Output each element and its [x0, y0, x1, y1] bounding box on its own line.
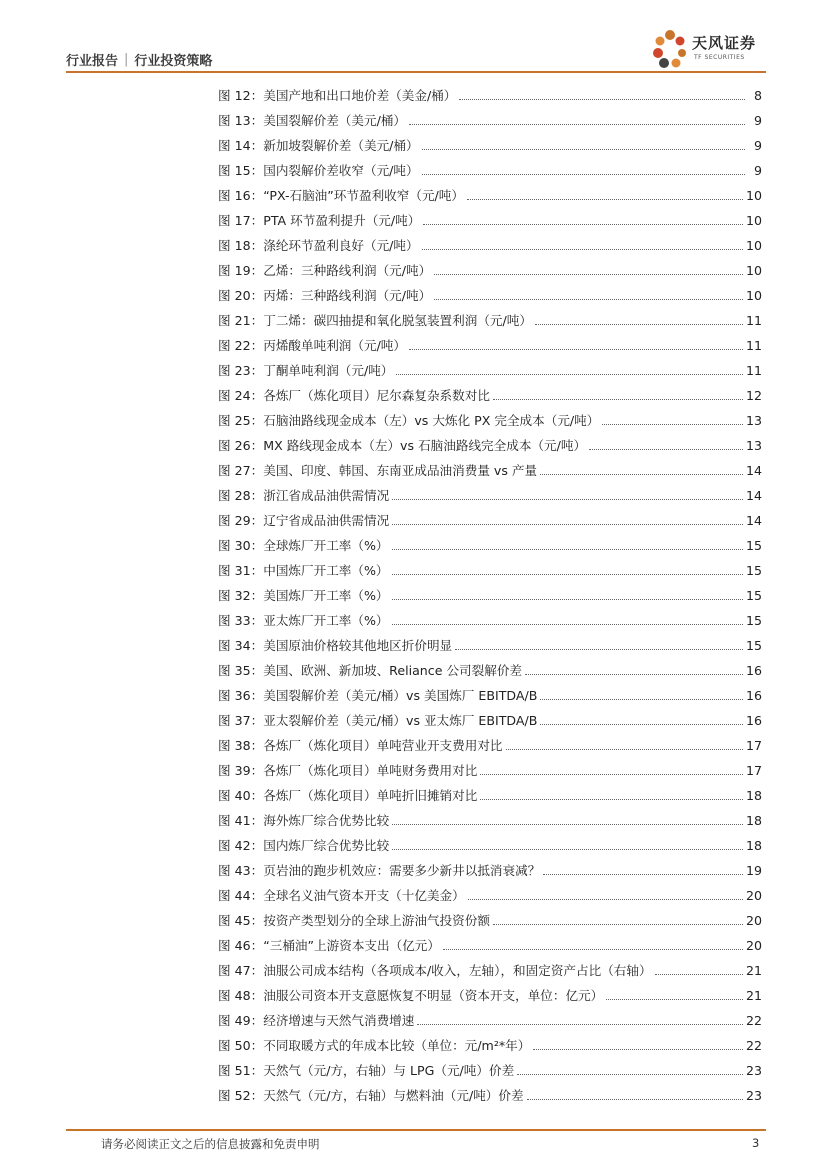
toc-dot-leader — [493, 923, 743, 925]
toc-figure-label: 图 38： — [218, 738, 264, 753]
toc-entry[interactable] — [218, 454, 762, 479]
toc-dot-leader — [423, 223, 743, 225]
toc-dot-leader — [525, 673, 743, 675]
toc-dot-leader — [517, 1073, 743, 1075]
toc-dot-leader — [468, 898, 743, 900]
toc-page-number: 12 — [745, 388, 762, 403]
toc-dot-leader — [480, 798, 743, 800]
toc-figure-title: 丙烯酸单吨利润（元/吨） — [263, 338, 406, 353]
toc-figure-label: 图 19： — [218, 263, 264, 278]
toc-figure-title: MX 路线现金成本（左）vs 石脑油路线完全成本（元/吨） — [263, 438, 587, 453]
toc-page-number: 18 — [745, 838, 762, 853]
toc-figure-label: 图 34： — [218, 638, 264, 653]
toc-figure-title: 辽宁省成品油供需情况 — [263, 513, 390, 528]
toc-entry[interactable] — [218, 1004, 762, 1029]
toc-figure-title: 新加坡裂解价差（美元/桶） — [263, 138, 419, 153]
toc-figure-label: 图 32： — [218, 588, 264, 603]
toc-dot-leader — [392, 548, 743, 550]
toc-entry[interactable] — [218, 354, 762, 379]
toc-page-number: 14 — [745, 488, 762, 503]
toc-entry[interactable] — [218, 1054, 762, 1079]
toc-figure-title: 按资产类型划分的全球上游油气投资份额 — [263, 913, 490, 928]
toc-figure-label: 图 42： — [218, 838, 264, 853]
toc-figure-label: 图 40： — [218, 788, 264, 803]
toc-dot-leader — [480, 773, 743, 775]
toc-page-number: 10 — [745, 263, 762, 278]
toc-dot-leader — [434, 273, 743, 275]
toc-figure-label: 图 49： — [218, 1013, 264, 1028]
toc-figure-label: 图 18： — [218, 238, 264, 253]
toc-figure-label: 图 28： — [218, 488, 264, 503]
toc-figure-label: 图 15： — [218, 163, 264, 178]
toc-entry[interactable] — [218, 629, 762, 654]
toc-entry[interactable] — [218, 929, 762, 954]
toc-figure-title: 美国原油价格较其他地区折价明显 — [263, 638, 453, 653]
toc-figure-title: 各炼厂（炼化项目）尼尔森复杂系数对比 — [263, 388, 490, 403]
footer-disclaimer: 请务必阅读正文之后的信息披露和免责申明 — [101, 1137, 320, 1151]
toc-dot-leader — [392, 523, 743, 525]
toc-page-number: 18 — [745, 813, 762, 828]
toc-entry[interactable] — [218, 754, 762, 779]
toc-entry[interactable] — [218, 279, 762, 304]
toc-page-number: 20 — [745, 938, 762, 953]
footer-divider — [66, 1129, 766, 1131]
toc-figure-title: “三桶油”上游资本支出（亿元） — [263, 938, 440, 953]
toc-figure-label: 图 27： — [218, 463, 264, 478]
toc-dot-leader — [392, 623, 743, 625]
toc-figure-title: “PX-石脑油”环节盈利收窄（元/吨） — [263, 188, 464, 203]
toc-figure-title: 丁酮单吨利润（元/吨） — [263, 363, 394, 378]
toc-figure-title: 美国裂解价差（美元/桶）vs 美国炼厂 EBITDA/B — [263, 688, 538, 703]
toc-page-number: 16 — [745, 688, 762, 703]
toc-figure-title: 各炼厂（炼化项目）单吨营业开支费用对比 — [263, 738, 503, 753]
toc-figure-title: 亚太裂解价差（美元/桶）vs 亚太炼厂 EBITDA/B — [263, 713, 538, 728]
toc-dot-leader — [589, 448, 743, 450]
toc-figure-label: 图 29： — [218, 513, 264, 528]
toc-entry[interactable] — [218, 979, 762, 1004]
toc-figure-label: 图 24： — [218, 388, 264, 403]
toc-page-number: 9 — [753, 113, 762, 128]
toc-figure-label: 图 37： — [218, 713, 264, 728]
toc-figure-label: 图 52： — [218, 1088, 264, 1103]
toc-entry[interactable] — [218, 529, 762, 554]
toc-page-number: 19 — [745, 863, 762, 878]
toc-dot-leader — [540, 473, 743, 475]
toc-dot-leader — [434, 298, 743, 300]
toc-entry[interactable] — [218, 604, 762, 629]
toc-page-number: 10 — [745, 213, 762, 228]
toc-figure-title: 美国产地和出口地价差（美金/桶） — [263, 88, 457, 103]
toc-page-number: 11 — [745, 313, 762, 328]
toc-dot-leader — [540, 723, 743, 725]
toc-entry[interactable] — [218, 154, 762, 179]
toc-entry[interactable] — [218, 779, 762, 804]
toc-figure-label: 图 50： — [218, 1038, 264, 1053]
toc-figure-title: PTA 环节盈利提升（元/吨） — [263, 213, 421, 228]
toc-figure-title: 浙江省成品油供需情况 — [263, 488, 390, 503]
toc-entry[interactable] — [218, 729, 762, 754]
toc-page-number: 15 — [745, 588, 762, 603]
logo-flower-icon — [650, 27, 690, 71]
toc-figure-label: 图 21： — [218, 313, 264, 328]
report-category: 行业报告 — [66, 54, 119, 69]
toc-dot-leader — [392, 498, 743, 500]
toc-dot-leader — [392, 823, 743, 825]
toc-page-number: 10 — [745, 238, 762, 253]
toc-dot-leader — [606, 998, 743, 1000]
toc-figure-label: 图 51： — [218, 1063, 264, 1078]
report-subcategory: 行业投资策略 — [134, 54, 213, 69]
toc-dot-leader — [392, 573, 743, 575]
toc-page-number: 15 — [745, 563, 762, 578]
toc-entry[interactable] — [218, 854, 762, 879]
toc-entry[interactable] — [218, 954, 762, 979]
toc-entry[interactable] — [218, 204, 762, 229]
toc-figure-label: 图 36： — [218, 688, 264, 703]
toc-entry[interactable] — [218, 129, 762, 154]
toc-page-number: 8 — [753, 88, 762, 103]
toc-page-number: 14 — [745, 513, 762, 528]
toc-page-number: 11 — [745, 338, 762, 353]
toc-figure-label: 图 16： — [218, 188, 264, 203]
toc-figure-label: 图 13： — [218, 113, 264, 128]
toc-dot-leader — [443, 948, 743, 950]
toc-figure-title: 天然气（元/方，右轴）与 LPG（元/吨）价差 — [263, 1063, 515, 1078]
toc-page-number: 16 — [745, 663, 762, 678]
toc-page-number: 17 — [745, 763, 762, 778]
toc-page-number: 18 — [745, 788, 762, 803]
header-divider — [66, 71, 766, 73]
header-breadcrumb — [66, 50, 212, 69]
toc-entry[interactable] — [218, 429, 762, 454]
toc-dot-leader — [543, 873, 743, 875]
toc-dot-leader — [409, 123, 745, 125]
toc-dot-leader — [467, 198, 743, 200]
toc-dot-leader — [602, 423, 743, 425]
toc-page-number: 16 — [745, 713, 762, 728]
toc-entry[interactable] — [218, 579, 762, 604]
toc-page-number: 13 — [745, 413, 762, 428]
toc-figure-title: 各炼厂（炼化项目）单吨折旧摊销对比 — [263, 788, 478, 803]
toc-figure-title: 美国炼厂开工率（%） — [263, 588, 389, 603]
toc-page-number: 22 — [745, 1013, 762, 1028]
toc-figure-label: 图 20： — [218, 288, 264, 303]
logo-text-en: TF SECURITIES — [694, 54, 745, 61]
toc-entry[interactable] — [218, 1079, 762, 1104]
toc-figure-title: 美国、印度、韩国、东南亚成品油消费量 vs 产量 — [263, 463, 538, 478]
toc-entry[interactable] — [218, 304, 762, 329]
toc-dot-leader — [392, 848, 743, 850]
toc-page-number: 15 — [745, 538, 762, 553]
toc-figure-title: 不同取暖方式的年成本比较（单位：元/m²*年） — [263, 1038, 531, 1053]
toc-dot-leader — [422, 148, 745, 150]
toc-figure-title: 全球炼厂开工率（%） — [263, 538, 389, 553]
toc-entry[interactable] — [218, 79, 762, 104]
toc-page-number: 13 — [745, 438, 762, 453]
toc-page-number: 23 — [745, 1088, 762, 1103]
toc-entry[interactable] — [218, 679, 762, 704]
toc-figure-title: 页岩油的跑步机效应：需要多少新井以抵消衰减？ — [263, 863, 541, 878]
toc-figure-title: 乙烯：三种路线利润（元/吨） — [263, 263, 432, 278]
toc-dot-leader — [459, 98, 745, 100]
toc-figure-label: 图 47： — [218, 963, 264, 978]
toc-figure-label: 图 39： — [218, 763, 264, 778]
toc-figure-title: 各炼厂（炼化项目）单吨财务费用对比 — [263, 763, 478, 778]
toc-entry[interactable] — [218, 329, 762, 354]
toc-figure-label: 图 35： — [218, 663, 264, 678]
toc-figure-label: 图 26： — [218, 438, 264, 453]
logo-text-cn: 天风证券 — [692, 34, 757, 52]
toc-figure-title: 海外炼厂综合优势比较 — [263, 813, 390, 828]
toc-dot-leader — [535, 323, 743, 325]
toc-figure-label: 图 41： — [218, 813, 264, 828]
toc-page-number: 9 — [753, 163, 762, 178]
toc-page-number: 15 — [745, 613, 762, 628]
header-separator: | — [124, 52, 129, 67]
toc-figure-title: 经济增速与天然气消费增速 — [263, 1013, 415, 1028]
toc-entry[interactable] — [218, 229, 762, 254]
toc-figure-title: 美国裂解价差（美元/桶） — [263, 113, 406, 128]
toc-page-number: 11 — [745, 363, 762, 378]
toc-entry[interactable] — [218, 804, 762, 829]
toc-page-number: 21 — [745, 963, 762, 978]
toc-dot-leader — [527, 1098, 743, 1100]
toc-dot-leader — [455, 648, 743, 650]
toc-figure-title: 亚太炼厂开工率（%） — [263, 613, 389, 628]
toc-entry[interactable] — [218, 904, 762, 929]
toc-figure-title: 美国、欧洲、新加坡、Reliance 公司裂解价差 — [263, 663, 523, 678]
toc-page-number: 20 — [745, 913, 762, 928]
toc-figure-title: 国内裂解价差收窄（元/吨） — [263, 163, 419, 178]
toc-entry[interactable] — [218, 254, 762, 279]
toc-figure-label: 图 33： — [218, 613, 264, 628]
toc-figure-label: 图 17： — [218, 213, 264, 228]
toc-entry[interactable] — [218, 104, 762, 129]
toc-entry[interactable] — [218, 379, 762, 404]
toc-figure-title: 石脑油路线现金成本（左）vs 大炼化 PX 完全成本（元/吨） — [263, 413, 600, 428]
toc-figure-title: 天然气（元/方，右轴）与燃料油（元/吨）价差 — [263, 1088, 524, 1103]
toc-page-number: 9 — [753, 138, 762, 153]
toc-dot-leader — [540, 698, 743, 700]
toc-page-number: 10 — [745, 188, 762, 203]
toc-dot-leader — [655, 973, 743, 975]
toc-dot-leader — [396, 373, 743, 375]
toc-entry[interactable] — [218, 704, 762, 729]
toc-entry[interactable] — [218, 479, 762, 504]
toc-figure-label: 图 45： — [218, 913, 264, 928]
toc-dot-leader — [409, 348, 743, 350]
toc-page-number: 14 — [745, 463, 762, 478]
toc-figure-title: 全球名义油气资本开支（十亿美金） — [263, 888, 465, 903]
toc-entry[interactable] — [218, 179, 762, 204]
toc-dot-leader — [422, 173, 745, 175]
toc-page-number: 21 — [745, 988, 762, 1003]
toc-figure-label: 图 30： — [218, 538, 264, 553]
toc-dot-leader — [422, 248, 743, 250]
toc-figure-title: 油服公司成本结构（各项成本/收入，左轴），和固定资产占比（右轴） — [263, 963, 652, 978]
toc-figure-title: 丙烯：三种路线利润（元/吨） — [263, 288, 432, 303]
toc-figure-title: 中国炼厂开工率（%） — [263, 563, 389, 578]
toc-page-number: 20 — [745, 888, 762, 903]
toc-page-number: 23 — [745, 1063, 762, 1078]
toc-dot-leader — [493, 398, 743, 400]
toc-entry[interactable] — [218, 879, 762, 904]
toc-figure-label: 图 43： — [218, 863, 264, 878]
toc-figure-title: 丁二烯：碳四抽提和氧化脱氢装置利润（元/吨） — [263, 313, 532, 328]
toc-entry[interactable] — [218, 404, 762, 429]
toc-figure-label: 图 44： — [218, 888, 264, 903]
toc-page-number: 15 — [745, 638, 762, 653]
toc-figure-label: 图 31： — [218, 563, 264, 578]
toc-figure-label: 图 46： — [218, 938, 264, 953]
toc-dot-leader — [533, 1048, 743, 1050]
company-logo — [650, 27, 770, 71]
toc-figure-title: 涤纶环节盈利良好（元/吨） — [263, 238, 419, 253]
toc-dot-leader — [392, 598, 743, 600]
toc-dot-leader — [506, 748, 743, 750]
toc-figure-label: 图 22： — [218, 338, 264, 353]
toc-entry[interactable] — [218, 1029, 762, 1054]
toc-page-number: 10 — [745, 288, 762, 303]
toc-figure-label: 图 25： — [218, 413, 264, 428]
toc-page-number: 22 — [745, 1038, 762, 1053]
toc-dot-leader — [417, 1023, 743, 1025]
toc-figure-label: 图 23： — [218, 363, 264, 378]
toc-entry[interactable] — [218, 554, 762, 579]
toc-figure-label: 图 48： — [218, 988, 264, 1003]
toc-figure-title: 国内炼厂综合优势比较 — [263, 838, 390, 853]
toc-entry[interactable] — [218, 654, 762, 679]
toc-figure-label: 图 12： — [218, 88, 264, 103]
toc-entry[interactable] — [218, 829, 762, 854]
toc-figure-label: 图 14： — [218, 138, 264, 153]
toc-entry[interactable] — [218, 504, 762, 529]
page-number: 3 — [752, 1136, 760, 1150]
toc-figure-title: 油服公司资本开支意愿恢复不明显（资本开支，单位：亿元） — [263, 988, 604, 1003]
toc-page-number: 17 — [745, 738, 762, 753]
figure-index-list — [218, 79, 762, 1104]
